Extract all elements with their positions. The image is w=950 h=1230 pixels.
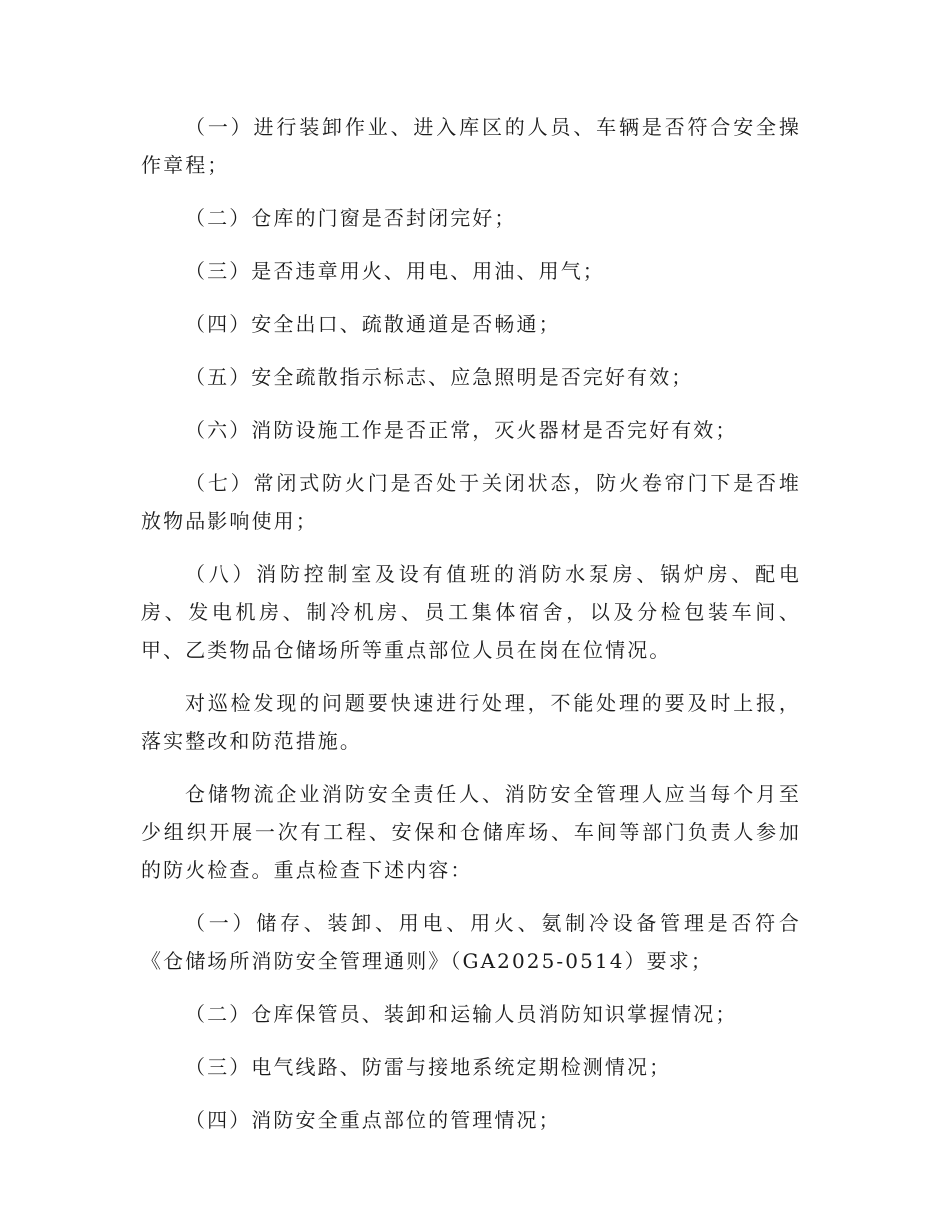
monthly-item-4: （四）消防安全重点部位的管理情况； [185,1108,561,1132]
monthly-item-3: （三）电气线路、防雷与接地系统定期检测情况； [185,1055,672,1079]
inspection-item-1: （一）进行装卸作业、进入库区的人员、车辆是否符合安全操作章程； [141,115,801,177]
monthly-item-1: （一）储存、装卸、用电、用火、氨制冷设备管理是否符合《仓储场所消防安全管理通则》（GA2025-0514）要求； [141,911,801,973]
issue-handling-paragraph: 对巡检发现的问题要快速进行处理，不能处理的要及时上报，落实整改和防范措施。 [141,691,801,753]
inspection-item-8: （八）消防控制室及设有值班的消防水泵房、锅炉房、配电房、发电机房、制冷机房、员工集体宿舍，以及分检包装车间、甲、乙类物品仓储场所等重点部位人员在岗在位情况。 [141,562,801,662]
inspection-item-6: （六）消防设施工作是否正常，灭火器材是否完好有效； [185,418,738,442]
inspection-item-2: （二）仓库的门窗是否封闭完好； [185,206,517,230]
monthly-item-2: （二）仓库保管员、装卸和运输人员消防知识掌握情况； [185,1002,738,1026]
inspection-item-4: （四）安全出口、疏散通道是否畅通； [185,312,561,336]
inspection-item-7: （七）常闭式防火门是否处于关闭状态，防火卷帘门下是否堆放物品影响使用； [141,471,801,533]
document-body [141,108,801,1154]
inspection-item-5: （五）安全疏散指示标志、应急照明是否完好有效； [185,365,694,389]
inspection-item-3: （三）是否违章用火、用电、用油、用气； [185,259,605,283]
monthly-inspection-paragraph: 仓储物流企业消防安全责任人、消防安全管理人应当每个月至少组织开展一次有工程、安保和仓储库场、车间等部门负责人参加的防火检查。重点检查下述内容： [141,782,801,882]
